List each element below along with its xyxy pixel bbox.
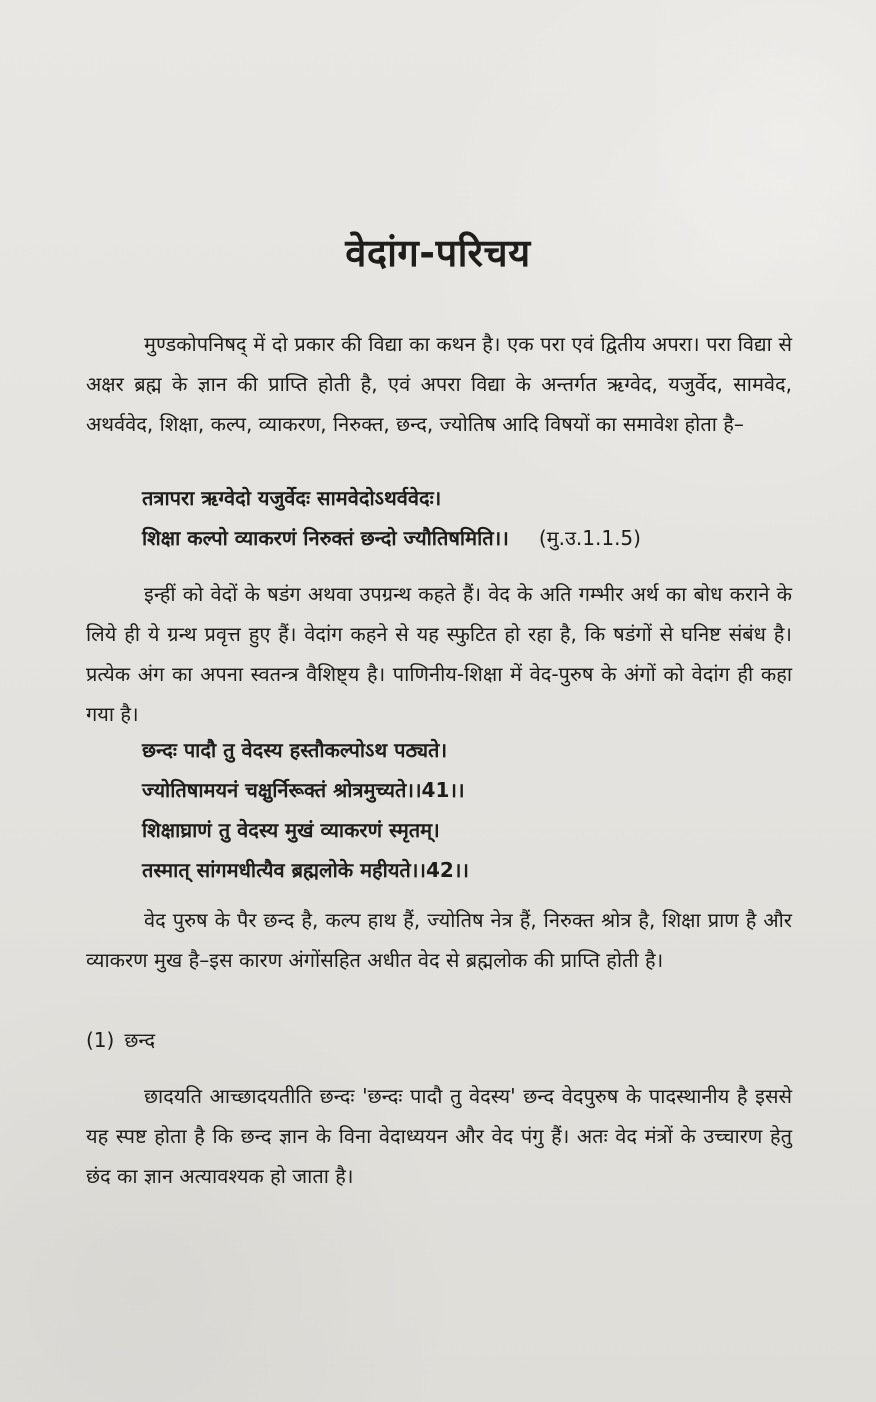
paniniya-verse-line-4: तस्मात् सांगमधीत्यैव ब्रह्मलोके महीयते।।42।। <box>142 858 469 882</box>
mundaka-verse-block <box>142 478 792 558</box>
mundaka-verse-line-2 <box>142 518 792 558</box>
vedanga-paragraph <box>86 574 792 734</box>
verse-citation: (मु.उ.1.1.5) <box>538 526 641 550</box>
veda-purusha-paragraph <box>86 900 792 980</box>
paniniya-verse-block <box>142 730 792 890</box>
intro-paragraph-text: मुण्डकोपनिषद् में दो प्रकार की विद्या का कथन है। एक परा एवं द्वितीय अपरा। परा विद्या से अक्षर ब्रह्म के ज्ञान की प्राप्ति होती है, एवं अपरा विद्या के अन्तर्गत ऋग्वेद, यजुर्वेद, सामवेद, अथर्ववेद, शिक्षा, कल्प, व्याकरण, निरुक्त, छन्द, ज्योतिष आदि विषयों का समावेश होता है– <box>86 332 792 436</box>
paniniya-verse-line-1: छन्दः पादौ तु वेदस्य हस्तौकल्पोऽथ पठ्यते। <box>142 738 448 762</box>
chhanda-paragraph <box>86 1076 792 1196</box>
mundaka-verse-line-2-text: शिक्षा कल्पो व्याकरणं निरुक्तं छन्दो ज्यौतिषमिति।। <box>142 526 509 550</box>
page-title: वेदांग-परिचय <box>345 231 531 275</box>
section-number: (1) <box>86 1028 115 1052</box>
chhanda-paragraph-text: छादयति आच्छादयतीति छन्दः 'छन्दः पादौ तु वेदस्य' छन्द वेदपुरुष के पादस्थानीय है इससे यह स्पष्ट होता है कि छन्द ज्ञान के विना वेदाध्ययन और वेद पंगु हैं। अतः वेद मंत्रों के उच्चारण हेतु छंद का ज्ञान अत्यावश्यक हो जाता है। <box>86 1084 792 1188</box>
section-heading <box>86 1020 155 1060</box>
mundaka-verse-line-1: तत्रापरा ऋग्वेदो यजुर्वेदः सामवेदोऽथर्ववेदः। <box>142 486 442 510</box>
paniniya-verse-line-2: ज्योतिषामयनं चक्षुर्निरूक्तं श्रोत्रमुच्यते।।41।। <box>142 778 465 802</box>
intro-paragraph <box>86 324 792 444</box>
veda-purusha-paragraph-text: वेद पुरुष के पैर छन्द है, कल्प हाथ हैं, ज्योतिष नेत्र हैं, निरुक्त श्रोत्र है, शिक्षा प्राण है और व्याकरण मुख है–इस कारण अंगोंसहित अधीत वेद से ब्रह्मलोक की प्राप्ति होती है। <box>86 908 792 972</box>
paniniya-verse-line-3: शिक्षाघ्राणं तु वेदस्य मुखं व्याकरणं स्मृतम्। <box>142 818 440 842</box>
section-heading-text: छन्द <box>124 1028 156 1052</box>
vedanga-paragraph-text: इन्हीं को वेदों के षडंग अथवा उपग्रन्थ कहते हैं। वेद के अति गम्भीर अर्थ का बोध कराने के लिये ही ये ग्रन्थ प्रवृत्त हुए हैं। वेदांग कहने से यह स्फुटित हो रहा है, कि षडंगों से घनिष्ट संबंध है। प्रत्येक अंग का अपना स्वतन्त्र वैशिष्ट्य है। पाणिनीय-शिक्षा में वेद-पुरुष के अंगों को वेदांग ही कहा गया है। <box>86 582 792 726</box>
